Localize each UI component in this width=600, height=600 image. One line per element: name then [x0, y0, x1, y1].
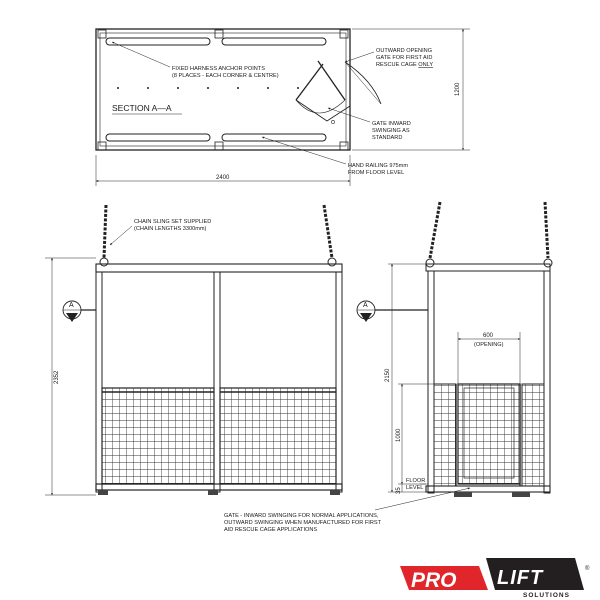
opening-label: (OPENING) — [474, 342, 504, 348]
anchor-note: FIXED HARNESS ANCHOR POINTS (8 PLACES - EACH CORNER & CENTRE) — [172, 66, 279, 79]
section-marker-right-letter: A — [363, 302, 368, 309]
opening-dimension — [458, 332, 520, 384]
logo-registered: ® — [585, 566, 590, 572]
logo-pro: PRO — [411, 569, 457, 592]
side-view — [357, 202, 552, 510]
hand-rail-note: HAND RAILING 975mm FROM FLOOR LEVEL — [348, 163, 408, 176]
section-marker-left — [63, 301, 96, 322]
front-height-dimension — [45, 258, 96, 495]
chain-left — [104, 205, 106, 258]
gate-note: GATE - INWARD SWINGING FOR NORMAL APPLICATIONS, OUTWARD SWINGING WHEN MANUFACTURED FOR FIRST AID RESCUE CAGE APPLICATIONS — [224, 513, 381, 533]
plan-view — [96, 29, 470, 186]
front-height-value: 2352 — [54, 370, 60, 384]
plan-width-dimension — [96, 155, 350, 186]
section-label: SECTION A—A — [112, 103, 172, 113]
rail-height-value: 1000 — [396, 428, 402, 442]
logo-lift: LIFT — [497, 567, 544, 589]
front-view — [45, 205, 342, 495]
prolift-logo — [400, 558, 590, 599]
section-marker-right — [357, 301, 428, 322]
section-marker-left-letter: A — [69, 302, 74, 309]
side-height-value: 2150 — [385, 368, 391, 382]
inward-gate-note: GATE INWARD SWINGING AS STANDARD — [372, 121, 411, 141]
plan-width-value: 2400 — [216, 175, 230, 181]
opening-value: 600 — [483, 333, 494, 339]
floor-value: 35 — [396, 487, 402, 494]
logo-solutions: SOLUTIONS — [523, 592, 570, 599]
outward-gate-note: OUTWARD OPENING GATE FOR FIRST AID RESCUE CAGE ONLY — [376, 48, 434, 68]
chain-note: CHAIN SLING SET SUPPLIED (CHAIN LENGTHS 3300mm) — [134, 219, 212, 232]
side-height-dimension — [385, 264, 426, 492]
plan-depth-value: 1200 — [455, 82, 461, 96]
floor-label: FLOOR LEVEL — [406, 478, 426, 491]
chain-right — [324, 205, 332, 258]
